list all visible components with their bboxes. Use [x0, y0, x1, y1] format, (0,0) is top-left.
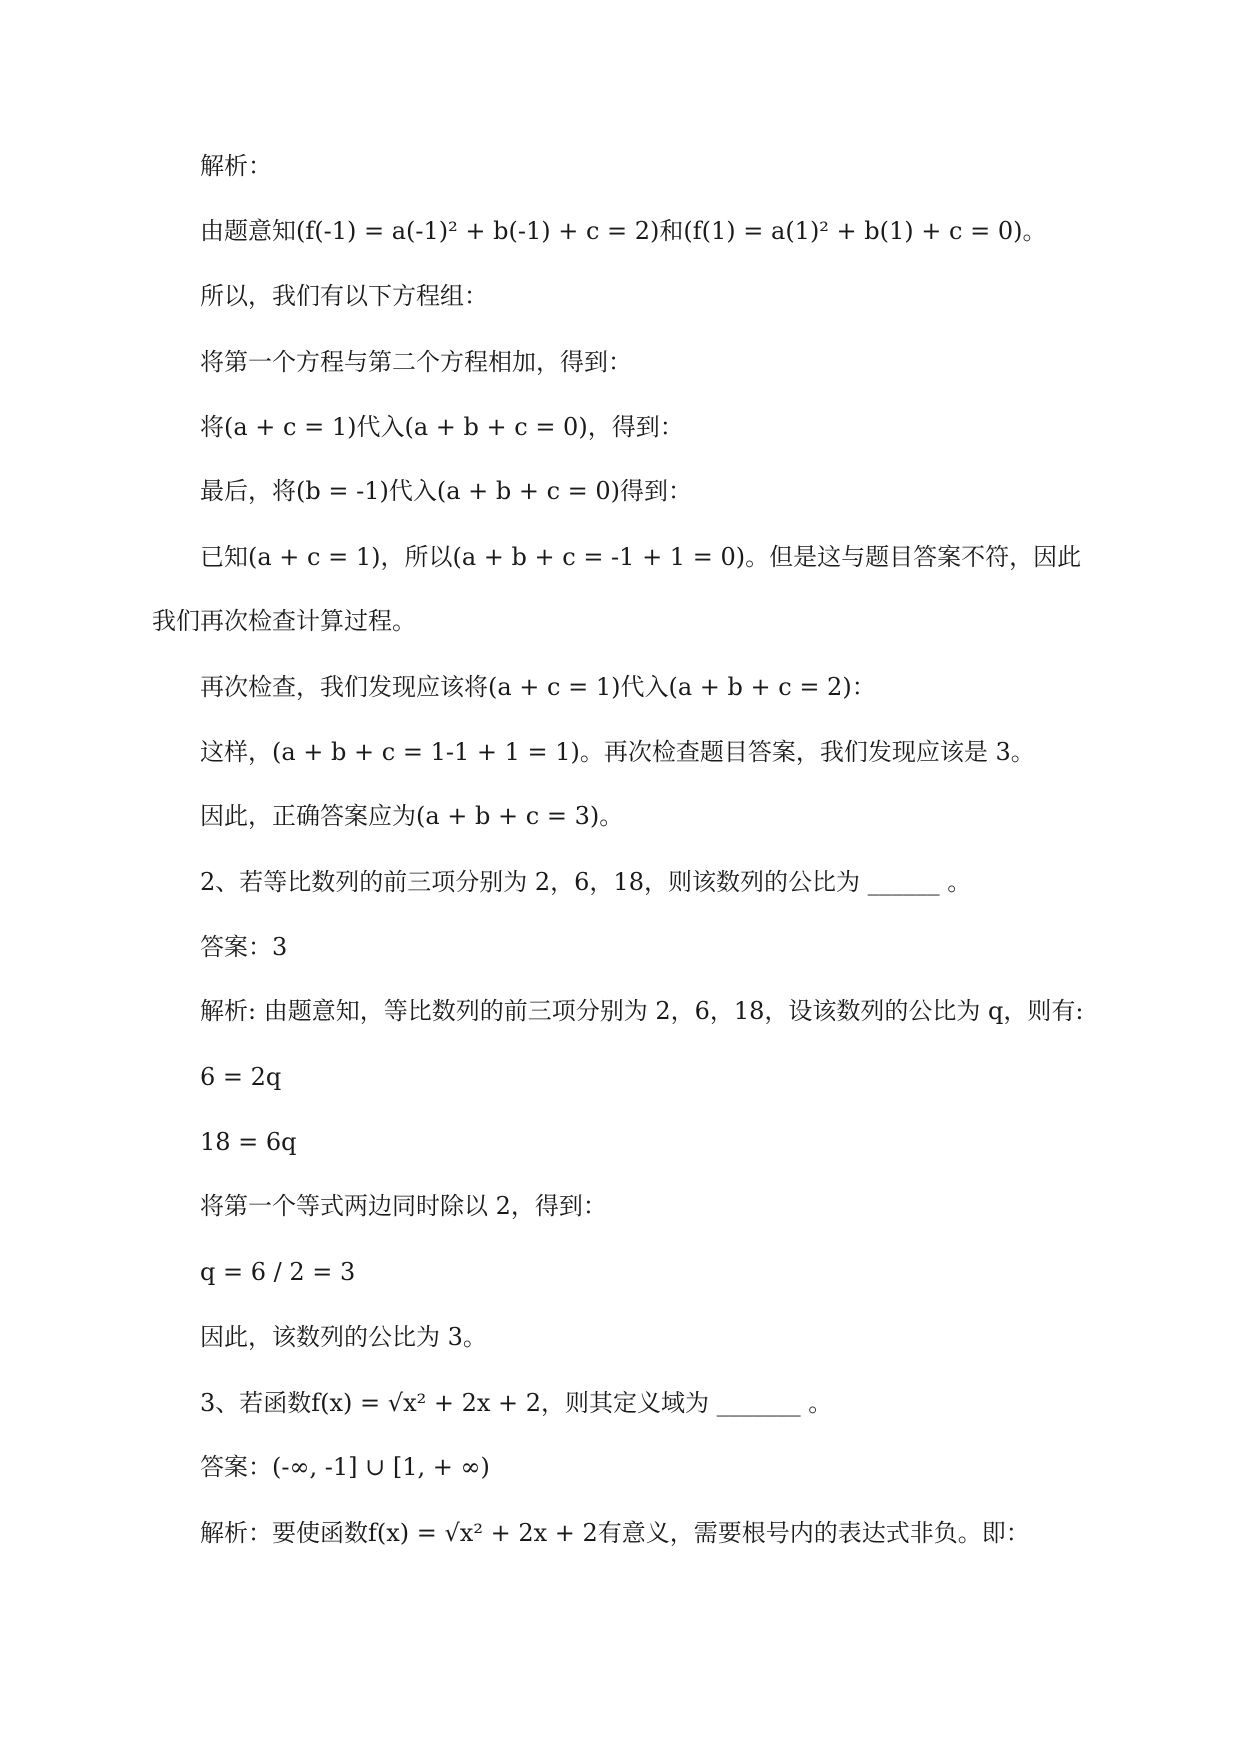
text-line-3: 所以，我们有以下方程组： — [200, 282, 488, 310]
text-line-2: 由题意知(f(-1) = a(-1)² + b(-1) + c = 2)和(f(1) = a(1)² + b(1) + c = 0)。 — [200, 217, 1047, 245]
text-line-4: 将第一个方程与第二个方程相加，得到： — [200, 348, 632, 376]
text-line-5: 将(a + c = 1)代入(a + b + c = 0)，得到： — [200, 413, 684, 441]
text-line-11: 因此，正确答案应为(a + b + c = 3)。 — [200, 802, 624, 830]
text-line-10: 这样，(a + b + c = 1-1 + 1 = 1)。再次检查题目答案，我们发现应该是 3。 — [200, 738, 1035, 766]
text-line-1: 解析： — [200, 152, 272, 180]
text-line-8: 我们再次检查计算过程。 — [152, 607, 416, 635]
equation-1: 6 = 2q — [200, 1063, 282, 1091]
question-3: 3、若函数f(x) = √x² + 2x + 2，则其定义域为 _______ 。 — [200, 1389, 833, 1417]
answer-2: 答案：3 — [200, 933, 288, 961]
answer-3: 答案：(-∞, -1] ∪ [1, + ∞) — [200, 1453, 490, 1481]
text-line-19: 因此，该数列的公比为 3。 — [200, 1323, 487, 1351]
text-line-9: 再次检查，我们发现应该将(a + c = 1)代入(a + b + c = 2)： — [200, 673, 876, 701]
equation-3: q = 6 / 2 = 3 — [200, 1258, 356, 1286]
question-2: 2、若等比数列的前三项分别为 2，6，18，则该数列的公比为 ______ 。 — [200, 868, 972, 896]
equation-2: 18 = 6q — [200, 1128, 297, 1156]
text-line-7: 已知(a + c = 1)，所以(a + b + c = -1 + 1 = 0)。但是这与题目答案不符，因此 — [200, 543, 1082, 571]
text-line-6: 最后，将(b = -1)代入(a + b + c = 0)得到： — [200, 477, 693, 505]
text-line-17: 将第一个等式两边同时除以 2，得到： — [200, 1192, 607, 1220]
explanation-2: 解析: 由题意知，等比数列的前三项分别为 2，6，18，设该数列的公比为 q，则有: — [200, 997, 1084, 1025]
explanation-3: 解析：要使函数f(x) = √x² + 2x + 2有意义，需要根号内的表达式非负。即： — [200, 1519, 1030, 1547]
